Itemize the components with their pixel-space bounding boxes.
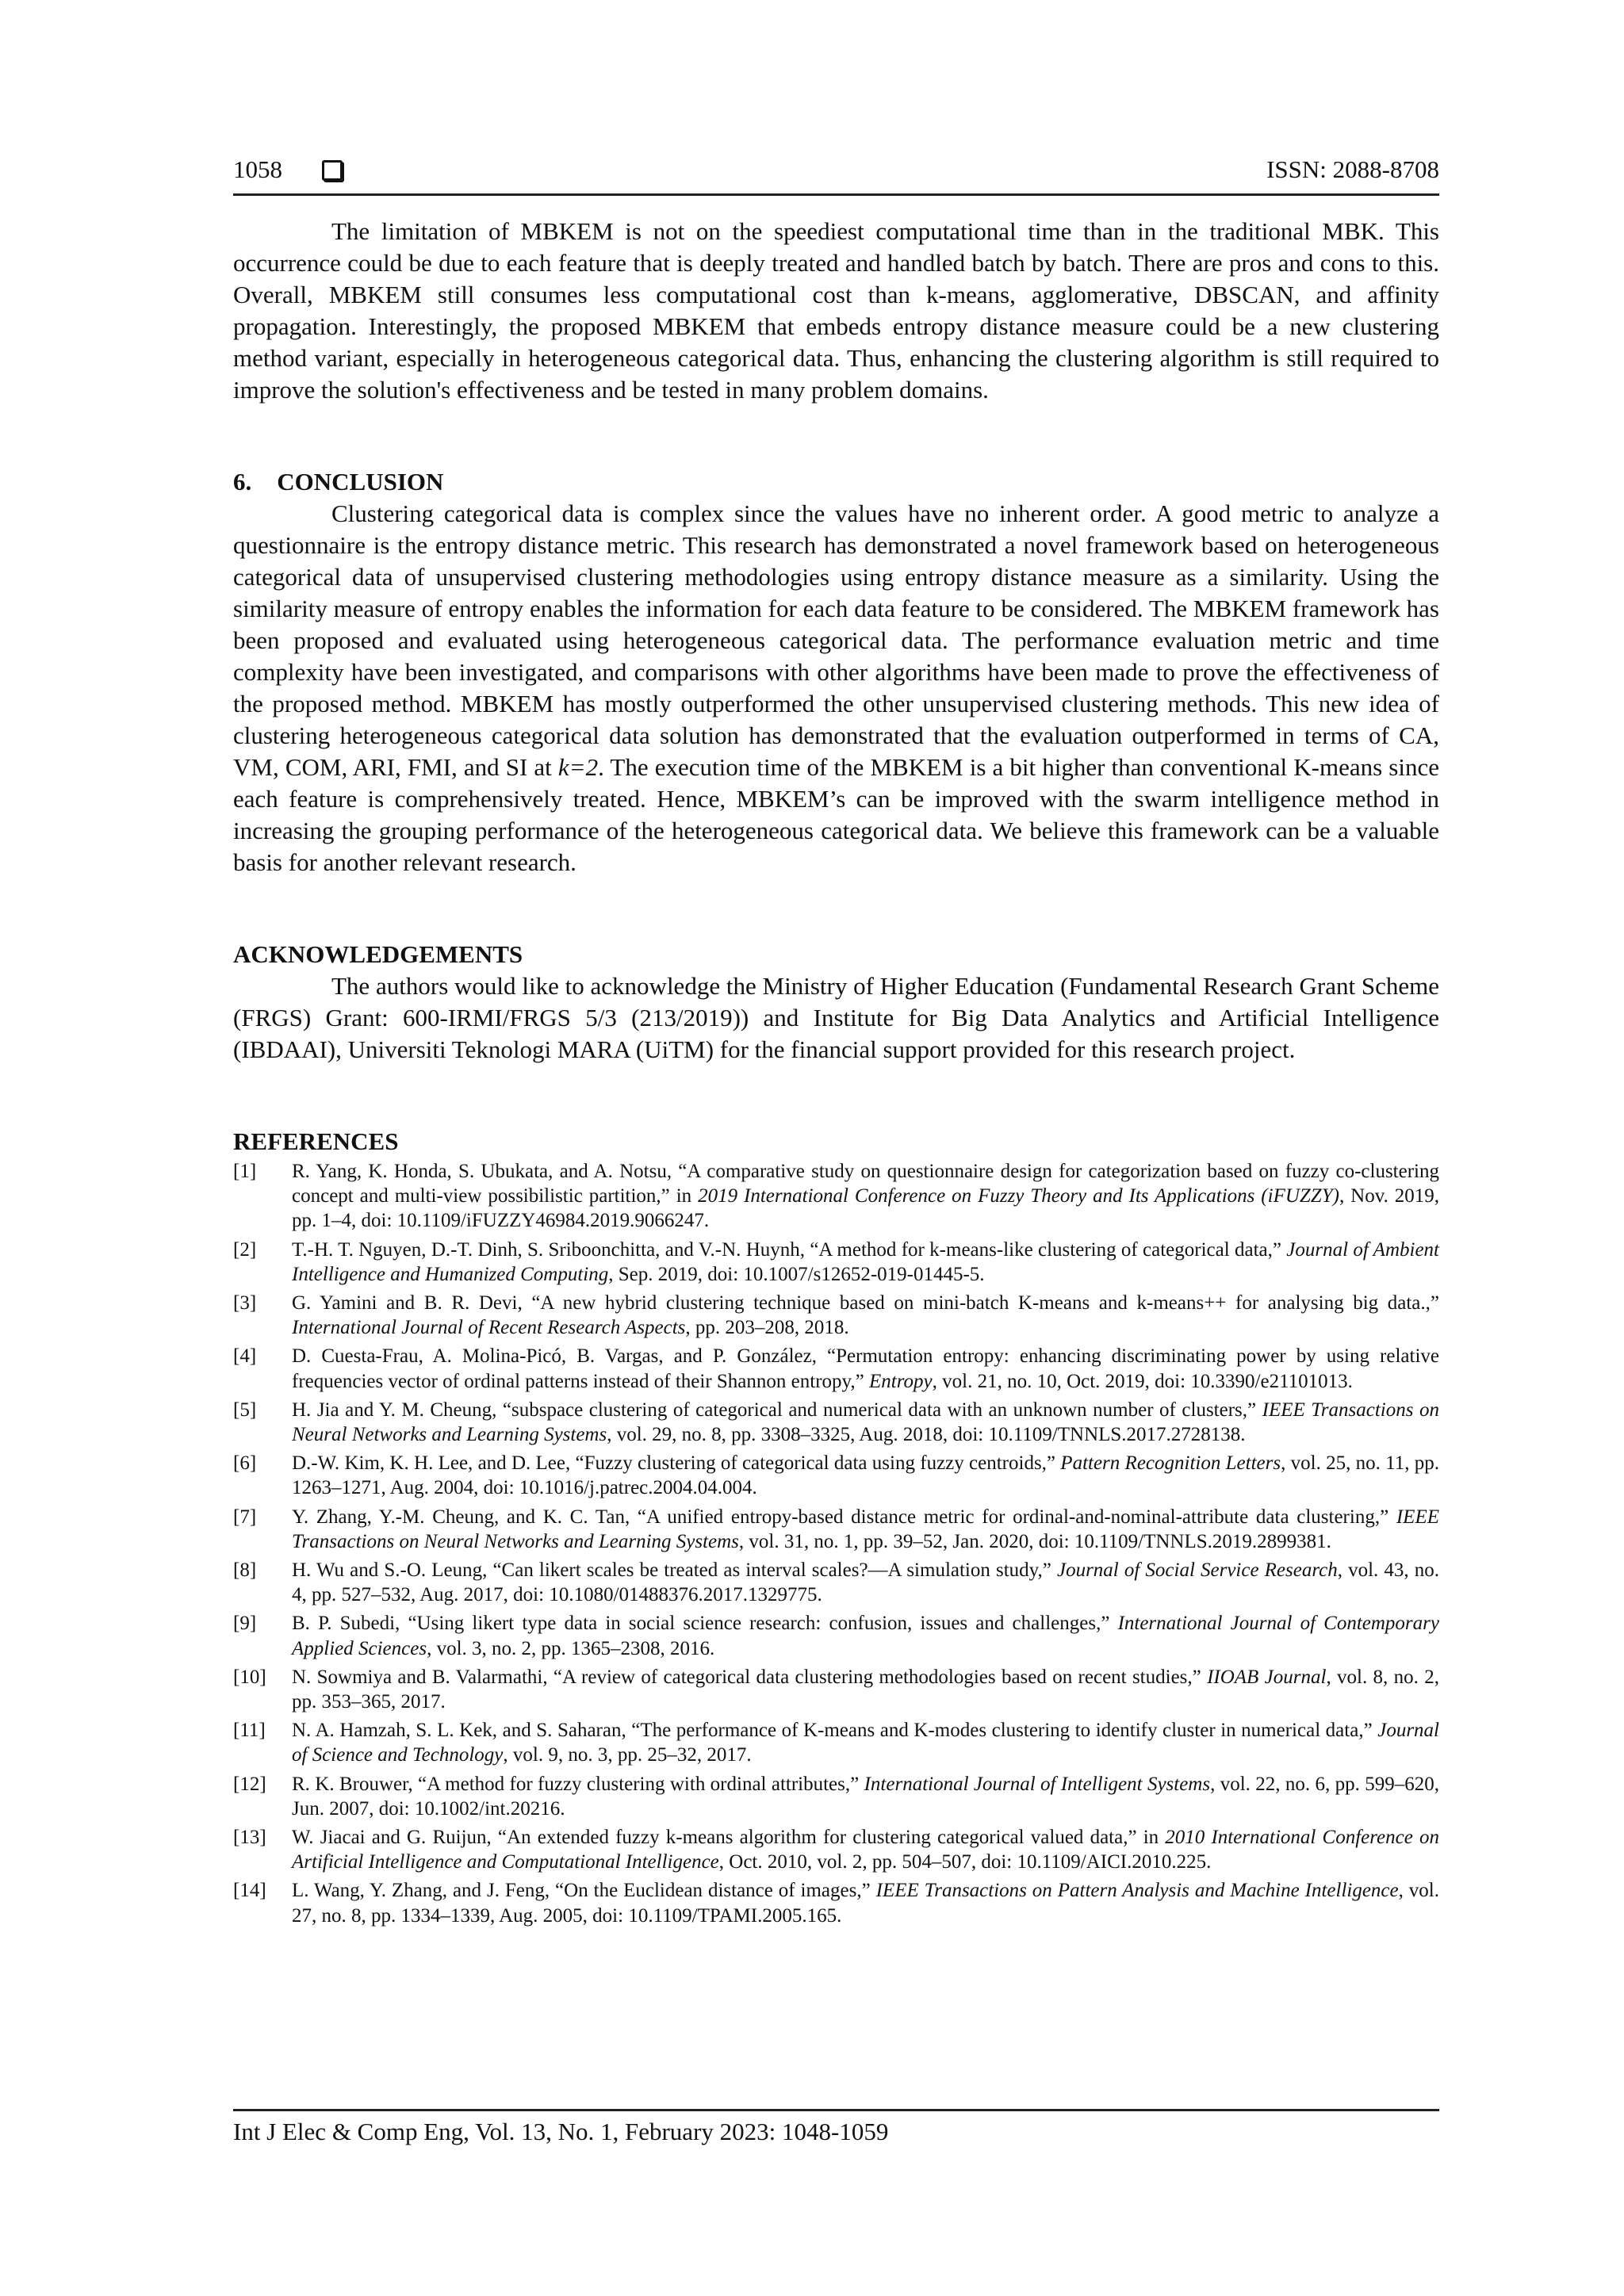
intro-paragraph: The limitation of MBKEM is not on the speediest computational time than in the traditional MBK. This occurrence could be due to each feature that is deeply treated and handled batch by batch. There are pros and cons to this. Overall, MBKEM still consumes less computational cost than k-means, agglomerative, DBSCAN, and affinity propagation. Interestingly, the proposed MBKEM that embeds entropy distance measure could be a new clustering method variant, especially in heterogeneous categorical data. Thus, enhancing the clustering algorithm is still required to improve the solution's effectiveness and be tested in many problem domains.	[233, 217, 1439, 404]
acknowledgements-paragraph: The authors would like to acknowledge the Ministry of Higher Education (Fundamental Research Grant Scheme (FRGS) Grant: 600-IRMI/FRGS 5/3 (213/2019)) and Institute for Big Data Analytics and Artificial Intelligence (IBDAAI), Universiti Teknologi MARA (UiTM) for the financial support provided for this research project.	[233, 972, 1439, 1063]
reference-text: Y. Zhang, Y.-M. Cheung, and K. C. Tan, “A unified entropy-based distance metric for ordinal-and-nominal-attribute data clustering,”	[292, 1506, 1396, 1528]
reference-number: [3]	[233, 1292, 257, 1314]
reference-details: , vol. 3, no. 2, pp. 1365–2308, 2016.	[427, 1637, 715, 1659]
reference-number: [7]	[233, 1506, 257, 1528]
reference-details: , vol. 22, no. 6, pp. 599–620, Jun. 2007, doi: 10.1002/int.20216.	[292, 1773, 1439, 1820]
reference-venue: Journal of Social Service Research	[1056, 1559, 1338, 1582]
reference-text: L. Wang, Y. Zhang, and J. Feng, “On the Euclidean distance of images,”	[292, 1880, 876, 1902]
reference-details: , vol. 8, no. 2, pp. 353–365, 2017.	[292, 1666, 1439, 1713]
reference-item	[233, 1159, 1439, 1234]
reference-venue: 2019 International Conference on Fuzzy Theory and Its Applications (iFUZZY)	[698, 1185, 1339, 1207]
page-header	[233, 155, 1439, 196]
acknowledgements-heading: ACKNOWLEDGEMENTS	[233, 940, 523, 968]
reference-number: [10]	[233, 1666, 266, 1688]
reference-venue: IEEE Transactions on Pattern Analysis and Machine Intelligence	[875, 1880, 1399, 1902]
reference-item	[233, 1665, 1439, 1714]
reference-text: H. Wu and S.-O. Leung, “Can likert scales be treated as interval scales?—A simulation study,”	[292, 1559, 1057, 1582]
reference-details: , Nov. 2019, pp. 1–4, doi: 10.1109/iFUZZY46984.2019.9066247.	[292, 1185, 1439, 1232]
reference-item	[233, 1718, 1439, 1767]
reference-item	[233, 1398, 1439, 1447]
reference-venue: International Journal of Recent Research Aspects	[292, 1317, 686, 1339]
reference-number: [1]	[233, 1161, 257, 1182]
reference-item	[233, 1505, 1439, 1554]
reference-item	[233, 1611, 1439, 1660]
issn-label: ISSN: 2088-8708	[1266, 155, 1439, 183]
reference-number: [8]	[233, 1559, 257, 1582]
reference-text: N. Sowmiya and B. Valarmathi, “A review of categorical data clustering methodologies based on recent studies,”	[292, 1666, 1208, 1688]
reference-text: W. Jiacai and G. Ruijun, “An extended fuzzy k-means algorithm for clustering categorical valued data,” in	[292, 1827, 1166, 1849]
reference-text: B. P. Subedi, “Using likert type data in social science research: confusion, issues and challenges,”	[292, 1613, 1118, 1635]
page-footer	[233, 2109, 1439, 2146]
reference-details: , vol. 29, no. 8, pp. 3308–3325, Aug. 2018, doi: 10.1109/TNNLS.2017.2728138.	[607, 1424, 1246, 1446]
reference-item	[233, 1558, 1439, 1607]
reference-number: [13]	[233, 1827, 266, 1849]
conclusion-text-a: Clustering categorical data is complex since the values have no inherent order. A good metric to analyze a questionnaire is the entropy distance metric. This research has demonstrated a novel framework based on heterogeneous categorical data of unsupervised clustering methodologies using entropy distance measure as a similarity. Using the similarity measure of entropy enables the information for each data feature to be considered. The MBKEM framework has been proposed and evaluated using heterogeneous categorical data. The performance evaluation metric and time complexity have been investigated, and comparisons with other algorithms have been made to prove the effectiveness of the proposed method. MBKEM has mostly outperformed the other unsupervised clustering methods. This new idea of clustering heterogeneous categorical data solution has demonstrated that the evaluation outperformed in terms of CA, VM, COM, ARI, FMI, and SI at	[233, 499, 1439, 781]
reference-text: T.-H. T. Nguyen, D.-T. Dinh, S. Sriboonchitta, and V.-N. Huynh, “A method for k-means-like clustering of categorical data,”	[292, 1238, 1287, 1261]
reference-text: D. Cuesta-Frau, A. Molina-Picó, B. Vargas, and P. González, “Permutation entropy: enhancing discriminating power by using relative frequencies vector of ordinal patterns instead of their Shannon entropy,”	[292, 1345, 1439, 1392]
page-number: 1058	[233, 155, 282, 183]
reference-item	[233, 1772, 1439, 1821]
reference-number: [9]	[233, 1613, 257, 1635]
reference-text: G. Yamini and B. R. Devi, “A new hybrid clustering technique based on mini-batch K-means and k-means++ for analysing big data.,”	[292, 1292, 1439, 1314]
reference-item	[233, 1878, 1439, 1927]
reference-details: , vol. 25, no. 11, pp. 1263–1271, Aug. 2004, doi: 10.1016/j.patrec.2004.04.004.	[292, 1452, 1439, 1499]
reference-number: [2]	[233, 1238, 257, 1261]
reference-item	[233, 1451, 1439, 1500]
reference-details: , vol. 21, no. 10, Oct. 2019, doi: 10.3390/e21101013.	[932, 1370, 1353, 1392]
reference-number: [6]	[233, 1452, 257, 1475]
conclusion-title: CONCLUSION	[277, 468, 444, 496]
reference-details: , vol. 27, no. 8, pp. 1334–1339, Aug. 2005, doi: 10.1109/TPAMI.2005.165.	[292, 1880, 1439, 1927]
reference-venue: Journal of Science and Technology	[292, 1720, 1439, 1766]
checkbox-square-icon	[322, 160, 343, 181]
reference-number: [4]	[233, 1345, 257, 1368]
reference-details: , vol. 31, no. 1, pp. 39–52, Jan. 2020, doi: 10.1109/TNNLS.2019.2899381.	[738, 1530, 1331, 1552]
reference-venue: IIOAB Journal	[1207, 1666, 1327, 1688]
reference-details: , pp. 203–208, 2018.	[685, 1317, 849, 1339]
reference-number: [5]	[233, 1399, 257, 1421]
reference-text: N. A. Hamzah, S. L. Kek, and S. Saharan, “The performance of K-means and K-modes clustering to identify cluster in numerical data,”	[292, 1720, 1378, 1742]
footer-citation: Int J Elec & Comp Eng, Vol. 13, No. 1, February 2023: 1048-1059	[233, 2118, 889, 2145]
reference-item	[233, 1238, 1439, 1287]
reference-venue: 2010 International Conference on Artificial Intelligence and Computational Intelligence	[292, 1827, 1439, 1873]
reference-text: D.-W. Kim, K. H. Lee, and D. Lee, “Fuzzy clustering of categorical data using fuzzy centroids,”	[292, 1452, 1061, 1475]
reference-item	[233, 1825, 1439, 1874]
reference-venue: Journal of Ambient Intelligence and Humanized Computing	[292, 1238, 1439, 1285]
reference-item	[233, 1291, 1439, 1340]
reference-venue: IEEE Transactions on Neural Networks and Learning Systems	[292, 1506, 1439, 1552]
reference-venue: International Journal of Contemporary Applied Sciences	[292, 1613, 1439, 1659]
conclusion-k-value: k=2	[557, 753, 599, 781]
reference-text: R. Yang, K. Honda, S. Ubukata, and A. Notsu, “A comparative study on questionnaire design for categorization based on fuzzy co-clustering concept and multi-view possibilistic partition,” in	[292, 1161, 1439, 1207]
conclusion-heading	[233, 466, 1439, 498]
reference-details: , Sep. 2019, doi: 10.1007/s12652-019-01445-5.	[608, 1263, 985, 1285]
page-body	[233, 216, 1439, 1932]
reference-details: , vol. 9, no. 3, pp. 25–32, 2017.	[503, 1744, 752, 1766]
references-heading: REFERENCES	[233, 1127, 399, 1155]
reference-text: H. Jia and Y. M. Cheung, “subspace clustering of categorical and numerical data with an unknown number of clusters,”	[292, 1399, 1262, 1421]
reference-number: [12]	[233, 1773, 266, 1795]
reference-number: [11]	[233, 1720, 266, 1742]
reference-venue: IEEE Transactions on Neural Networks and Learning Systems	[292, 1399, 1439, 1446]
reference-venue: Entropy	[869, 1370, 933, 1392]
reference-list	[233, 1159, 1439, 1928]
conclusion-number: 6.	[233, 468, 252, 496]
reference-text: R. K. Brouwer, “A method for fuzzy clustering with ordinal attributes,”	[292, 1773, 864, 1795]
reference-venue: International Journal of Intelligent Systems	[864, 1773, 1211, 1795]
reference-details: , vol. 43, no. 4, pp. 527–532, Aug. 2017, doi: 10.1080/01488376.2017.1329775.	[292, 1559, 1439, 1606]
reference-details: , Oct. 2010, vol. 2, pp. 504–507, doi: 10.1109/AICI.2010.225.	[718, 1851, 1212, 1873]
reference-item	[233, 1344, 1439, 1393]
reference-venue: Pattern Recognition Letters	[1060, 1452, 1281, 1475]
conclusion-text-b: . The execution time of the MBKEM is a bit higher than conventional K-means since each feature is comprehensively treated. Hence, MBKEM’s can be improved with the swarm intelligence method in increasing the grouping performance of the heterogeneous categorical data. We believe this framework can be a valuable basis for another relevant research.	[233, 753, 1439, 876]
conclusion-paragraph	[233, 498, 1439, 878]
reference-number: [14]	[233, 1880, 266, 1902]
